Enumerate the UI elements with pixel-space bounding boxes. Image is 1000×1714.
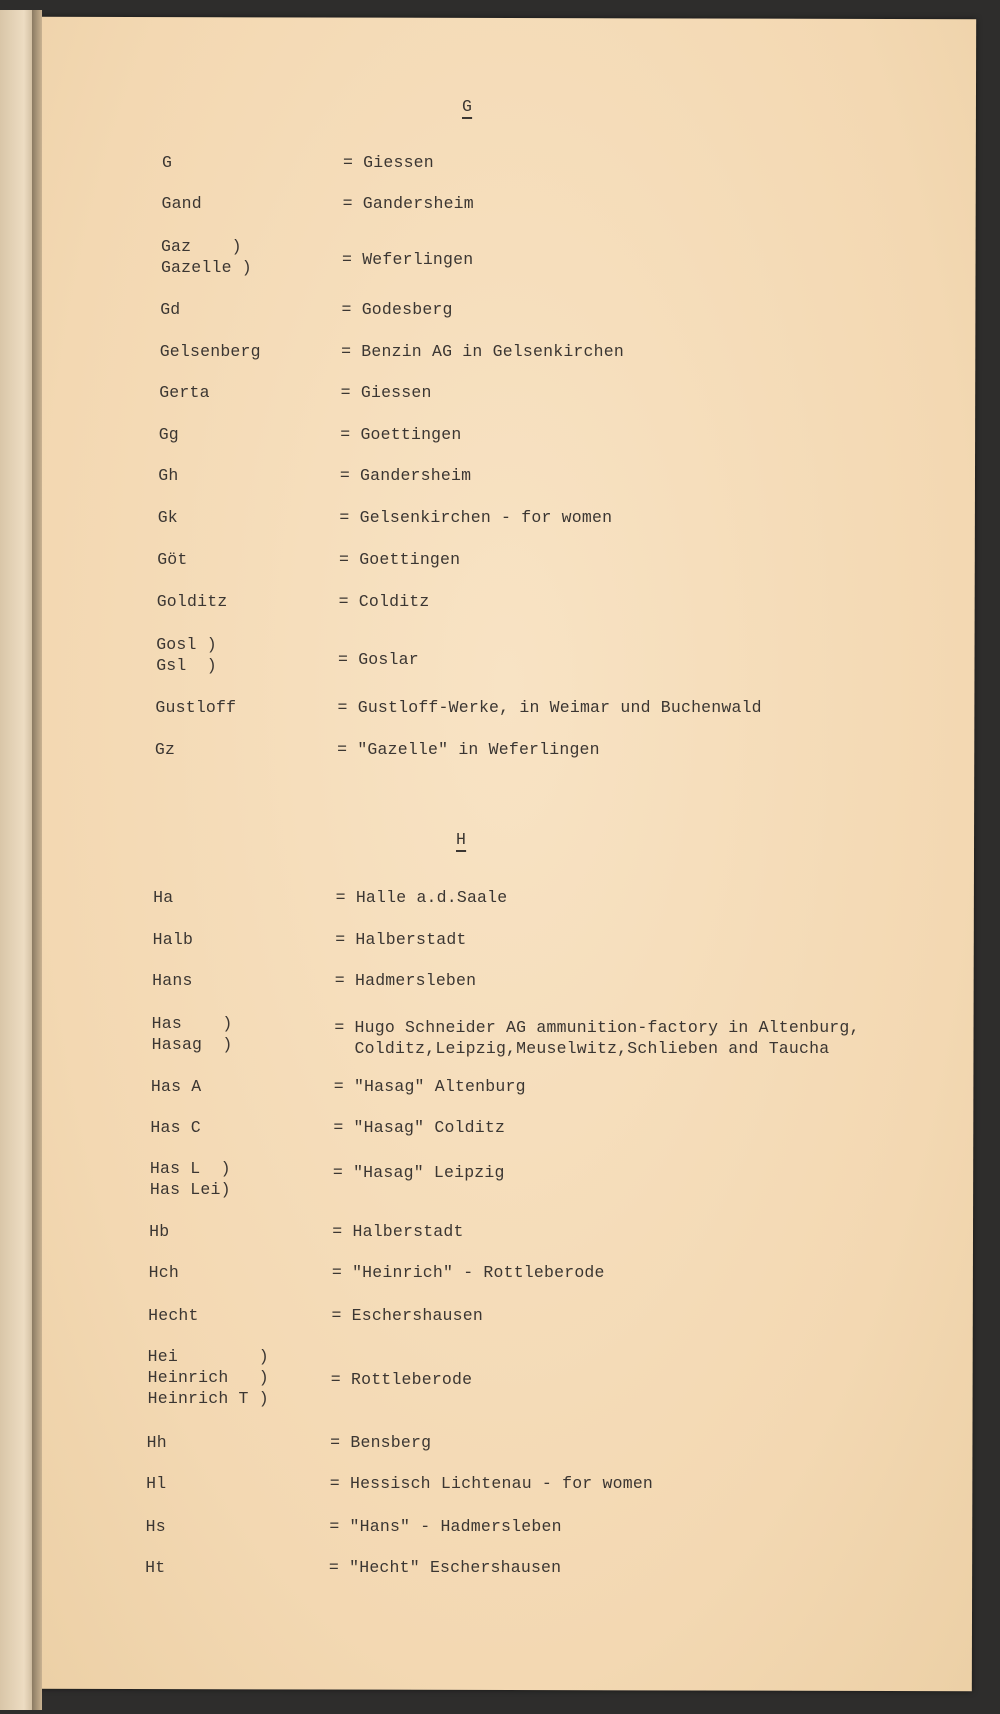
abbreviation: Hecht [148, 1306, 199, 1325]
meaning: = Halberstadt [332, 1222, 464, 1241]
abbreviation: Hb [149, 1222, 170, 1241]
meaning: = Gelsenkirchen - for women [339, 508, 613, 527]
meaning: = "Gazelle" in Weferlingen [337, 740, 600, 759]
abbreviation: Hei ) Heinrich ) Heinrich T ) [147, 1347, 269, 1408]
abbreviation: G [161, 153, 173, 172]
meaning: = Hugo Schneider AG ammunition-factory in Altenburg, Colditz,Leipzig,Meuselwitz,Schlieben and Taucha [334, 1018, 860, 1058]
meaning: = Eschershausen [331, 1306, 483, 1325]
abbreviation: Gaz ) Gazelle ) [160, 237, 252, 277]
abbreviation: Hl [146, 1474, 167, 1493]
meaning: = Goslar [338, 650, 419, 669]
meaning: = "Hasag" Colditz [333, 1118, 506, 1137]
meaning: = Benzin AG in Gelsenkirchen [341, 342, 624, 361]
meaning: = Weferlingen [342, 250, 474, 269]
abbreviation: Hch [148, 1263, 179, 1282]
abbreviation: Golditz [156, 592, 228, 611]
abbreviation: Gg [158, 425, 179, 444]
meaning: = Rottleberode [330, 1370, 473, 1389]
abbreviation: Ha [153, 888, 174, 907]
meaning: = Bensberg [330, 1433, 432, 1452]
abbreviation: Gosl ) Gsl ) [156, 635, 217, 675]
abbreviation: Has C [150, 1118, 201, 1137]
meaning: = Giessen [342, 153, 434, 172]
meaning: = "Hans" - Hadmersleben [329, 1517, 562, 1536]
meaning: = Gandersheim [339, 466, 472, 485]
section-heading: G [462, 97, 473, 116]
meaning: = Colditz [338, 592, 430, 611]
abbreviation: Gh [158, 466, 179, 485]
abbreviation: Halb [152, 930, 194, 949]
meaning: = Giessen [340, 383, 432, 402]
meaning: = "Hasag" Altenburg [333, 1077, 526, 1096]
abbreviation: Has L ) Has Lei) [149, 1159, 231, 1199]
meaning: = Goettingen [340, 425, 462, 444]
meaning: = Hadmersleben [334, 971, 477, 990]
abbreviation: Göt [157, 550, 188, 569]
meaning: = Goettingen [339, 550, 461, 569]
meaning: = "Heinrich" - Rottleberode [331, 1263, 605, 1282]
abbreviation: Gd [160, 300, 181, 319]
abbreviation: Gustloff [155, 698, 237, 717]
meaning: = "Hasag" Leipzig [332, 1163, 505, 1182]
meaning: = Godesberg [341, 300, 453, 319]
abbreviation: Has A [150, 1077, 202, 1096]
binding-gutter [32, 10, 42, 1710]
abbreviation: Hh [146, 1433, 167, 1452]
meaning: = Hessisch Lichtenau - for women [329, 1474, 654, 1493]
meaning: = Gandersheim [342, 194, 474, 213]
abbreviation: Gelsenberg [159, 342, 261, 361]
meaning: = Gustloff-Werke, in Weimar und Buchenwald [337, 698, 762, 717]
abbreviation: Ht [145, 1558, 166, 1577]
abbreviation: Has ) Hasag ) [151, 1014, 233, 1054]
section-heading: H [456, 830, 467, 849]
abbreviation: Gz [154, 740, 176, 759]
abbreviation: Gk [157, 508, 178, 527]
abbreviation: Gerta [159, 383, 210, 402]
meaning: = Halberstadt [335, 930, 467, 949]
meaning: = Halle a.d.Saale [335, 888, 508, 907]
abbreviation: Hans [152, 971, 193, 990]
abbreviation: Hs [145, 1517, 166, 1536]
meaning: = "Hecht" Eschershausen [328, 1558, 562, 1577]
abbreviation: Gand [161, 194, 202, 213]
